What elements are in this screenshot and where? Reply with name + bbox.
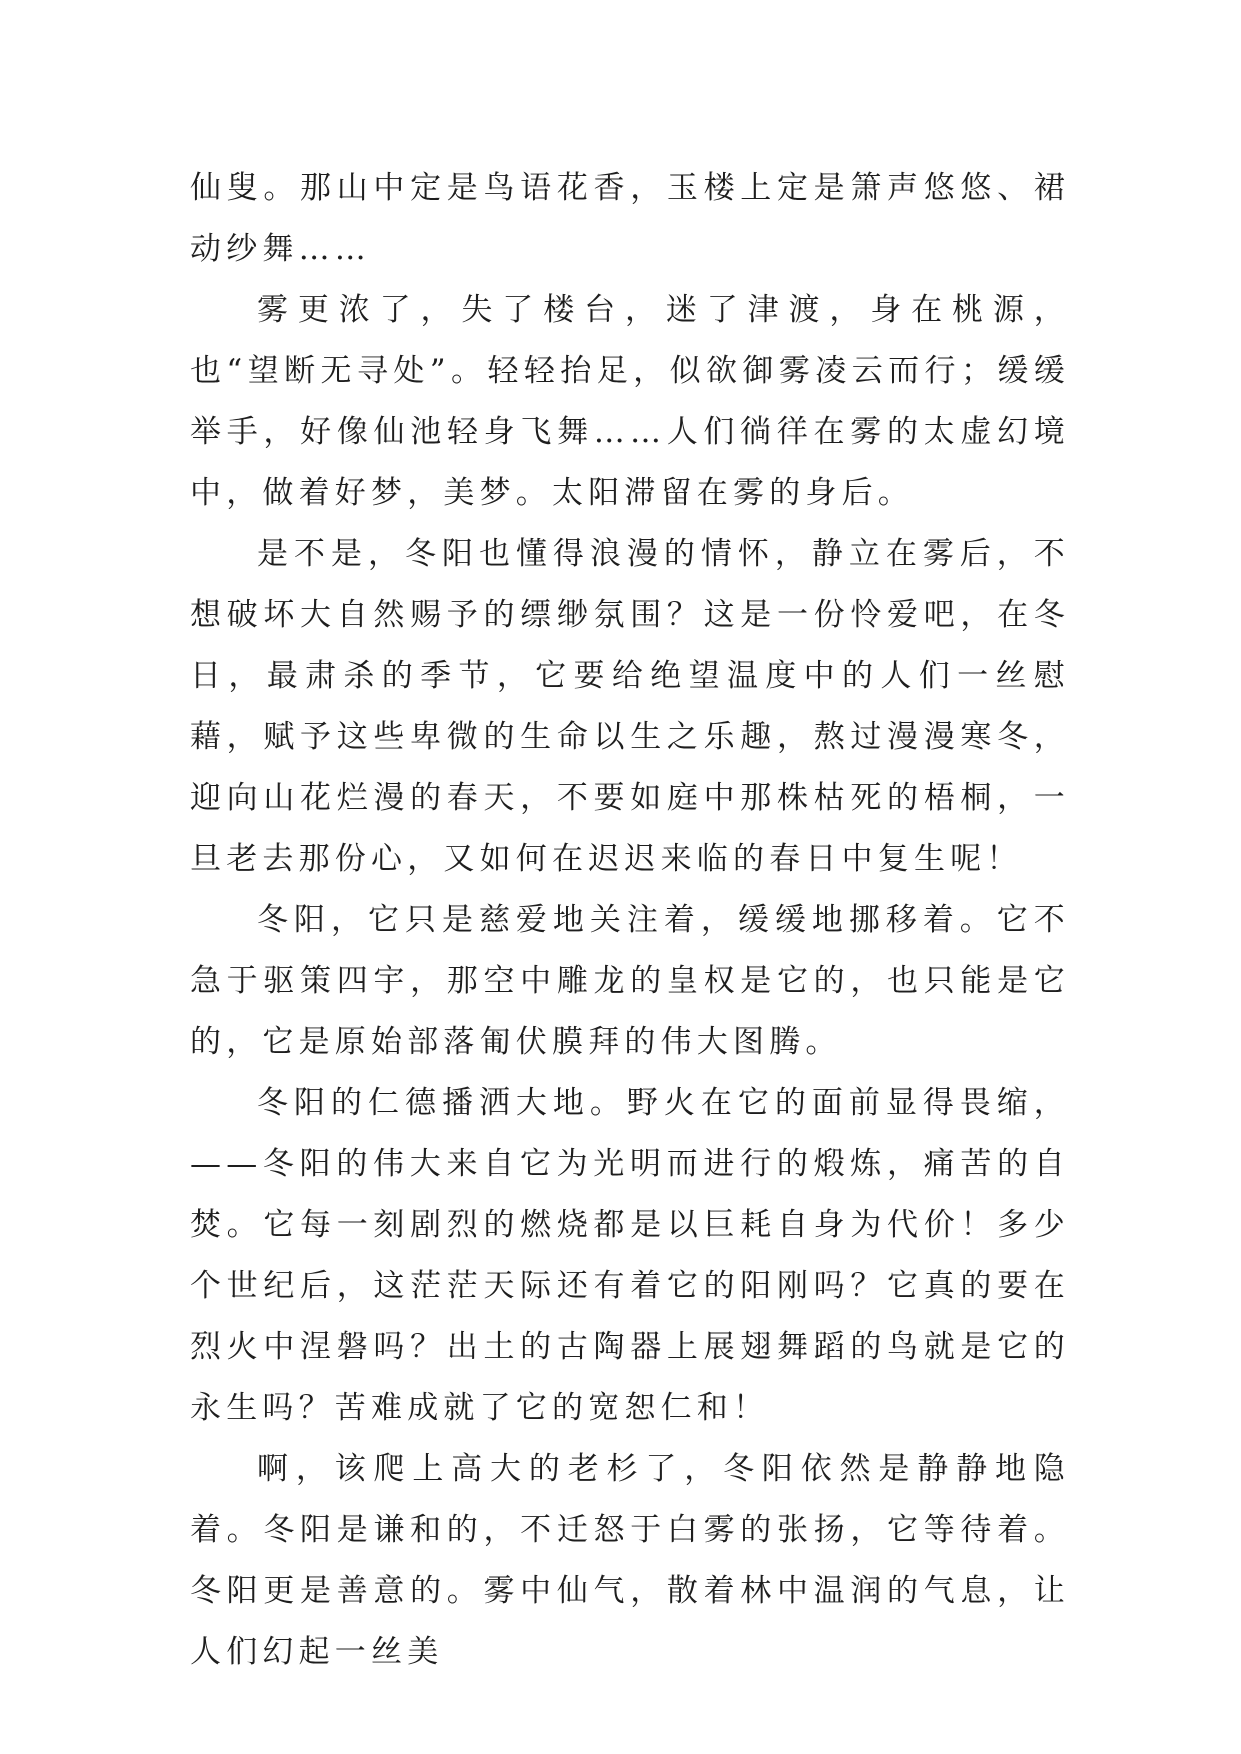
paragraph-continued: 仙叟。那山中定是鸟语花香，玉楼上定是箫声悠悠、裙动纱舞…… [190,170,1070,267]
document-body [190,158,1070,1683]
paragraph: 冬阳的仁德播洒大地。野火在它的面前显得畏缩，——冬阳的伟大来自它为光明而进行的煅炼，痛苦的自焚。它每一刻剧烈的燃烧都是以巨耗自身为代价！多少个世纪后，这茫茫天际还有着它的阳刚吗？它真的要在烈火中涅磐吗？出土的古陶器上展翅舞蹈的鸟就是它的永生吗？苦难成就了它的宽恕仁和！ [190,1085,1070,1426]
paragraph: 是不是，冬阳也懂得浪漫的情怀，静立在雾后，不想破坏大自然赐予的缥缈氛围？这是一份怜爱吧，在冬日，最肃杀的季节，它要给绝望温度中的人们一丝慰藉，赋予这些卑微的生命以生之乐趣，熬过漫漫寒冬，迎向山花烂漫的春天，不要如庭中那株枯死的梧桐，一旦老去那份心，又如何在迟迟来临的春日中复生呢！ [190,536,1070,877]
paragraph: 冬阳，它只是慈爱地关注着，缓缓地挪移着。它不急于驱策四宇，那空中雕龙的皇权是它的，也只能是它的，它是原始部落匍伏膜拜的伟大图腾。 [190,902,1070,1060]
paragraph: 啊，该爬上高大的老杉了，冬阳依然是静静地隐着。冬阳是谦和的，不迁怒于白雾的张扬，它等待着。冬阳更是善意的。雾中仙气，散着林中温润的气息，让人们幻起一丝美 [190,1451,1070,1670]
paragraph: 雾更浓了，失了楼台，迷了津渡，身在桃源，也“望断无寻处”。轻轻抬足，似欲御雾凌云而行；缓缓举手，好像仙池轻身飞舞……人们徜徉在雾的太虚幻境中，做着好梦，美梦。太阳滞留在雾的身后。 [190,292,1070,511]
